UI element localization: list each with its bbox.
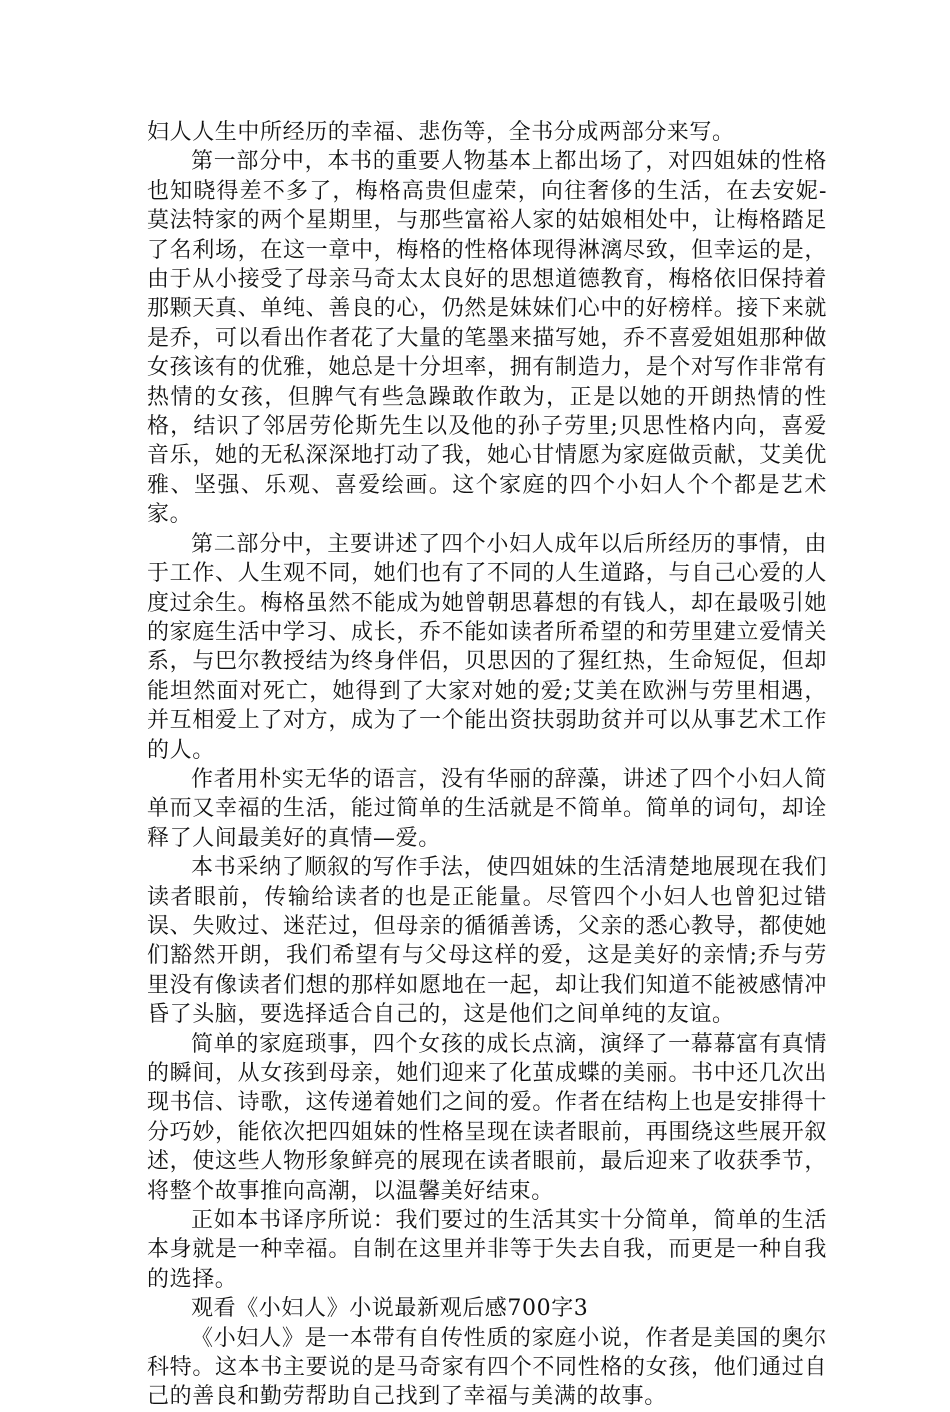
paragraph-part-two: 第二部分中，主要讲述了四个小妇人成年以后所经历的事情，由于工作、人生观不同，她们也有了不同的人生道路，与自己心爱的人度过余生。梅格虽然不能成为她曾朝思暮想的有钱人，却在最吸引她的家庭生活中学习、成长，乔不能如读者所希望的和劳里建立爱情关系，与巴尔教授结为终身伴侣，贝思因的了猩红热，生命短促，但却能坦然面对死亡，她得到了大家对她的爱;艾美在欧洲与劳里相遇，并互相爱上了对方，成为了一个能出资扶弱助贫并可以从事艺术工作的人。 (147, 531, 827, 763)
paragraph-intro: 《小妇人》是一本带有自传性质的家庭小说，作者是美国的奥尔科特。这本书主要说的是马奇家有四个不同性格的女孩，他们通过自己的善良和勤劳帮助自己找到了幸福与美满的故事。 (147, 1325, 827, 1410)
paragraph-continuation: 妇人人生中所经历的幸福、悲伤等，全书分成两部分来写。 (147, 120, 735, 145)
section-heading: 观看《小妇人》小说最新观后感700字3 (191, 1296, 589, 1322)
paragraph-family-trifles: 简单的家庭琐事，四个女孩的成长点滴，演绎了一幕幕富有真情的瞬间，从女孩到母亲，她们迎来了化茧成蝶的美丽。书中还几次出现书信、诗歌，这传递着她们之间的爱。作者在结构上也是安排得十分巧妙，能依次把四姐妹的性格呈现在读者眼前，再围绕这些展开叙述，使这些人物形象鲜亮的展现在读者眼前，最后迎来了收获季节，将整个故事推向高潮，以温馨美好结束。 (147, 1031, 827, 1204)
document-body (147, 118, 827, 1412)
paragraph-preface-quote: 正如本书译序所说：我们要过的生活其实十分简单，简单的生活本身就是一种幸福。自制在这里并非等于失去自我，而更是一种自我的选择。 (147, 1208, 827, 1292)
paragraph-part-one: 第一部分中，本书的重要人物基本上都出场了，对四姐妹的性格也知晓得差不多了，梅格高贵但虚荣，向往奢侈的生活，在去安妮-莫法特家的两个星期里，与那些富裕人家的姑娘相处中，让梅格踏足了名利场，在这一章中，梅格的性格体现得淋漓尽致，但幸运的是，由于从小接受了母亲马奇太太良好的思想道德教育，梅格依旧保持着那颗天真、单纯、善良的心，仍然是妹妹们心中的好榜样。接下来就是乔，可以看出作者花了大量的笔墨来描写她，乔不喜爱姐姐那种做女孩该有的优雅，她总是十分坦率，拥有制造力，是个对写作非常有热情的女孩，但脾气有些急躁敢作敢为，正是以她的开朗热情的性格，结识了邻居劳伦斯先生以及他的孙子劳里;贝思性格内向，喜爱音乐，她的无私深深地打动了我，她心甘情愿为家庭做贡献，艾美优雅、坚强、乐观、喜爱绘画。这个家庭的四个小妇人个个都是艺术家。 (147, 149, 827, 528)
paragraph-writing-style: 本书采纳了顺叙的写作手法，使四姐妹的生活清楚地展现在我们读者眼前，传输给读者的也是正能量。尽管四个小妇人也曾犯过错误、失败过、迷茫过，但母亲的循循善诱，父亲的悉心教导，都使她们豁然开朗，我们希望有与父母这样的爱，这是美好的亲情;乔与劳里没有像读者们想的那样如愿地在一起，却让我们知道不能被感情冲昏了头脑，要选择适合自己的，这是他们之间单纯的友谊。 (147, 855, 827, 1028)
paragraph-language: 作者用朴实无华的语言，没有华丽的辞藻，讲述了四个小妇人简单而又幸福的生活，能过简单的生活就是不简单。简单的词句，却诠释了人间最美好的真情—爱。 (147, 766, 827, 851)
